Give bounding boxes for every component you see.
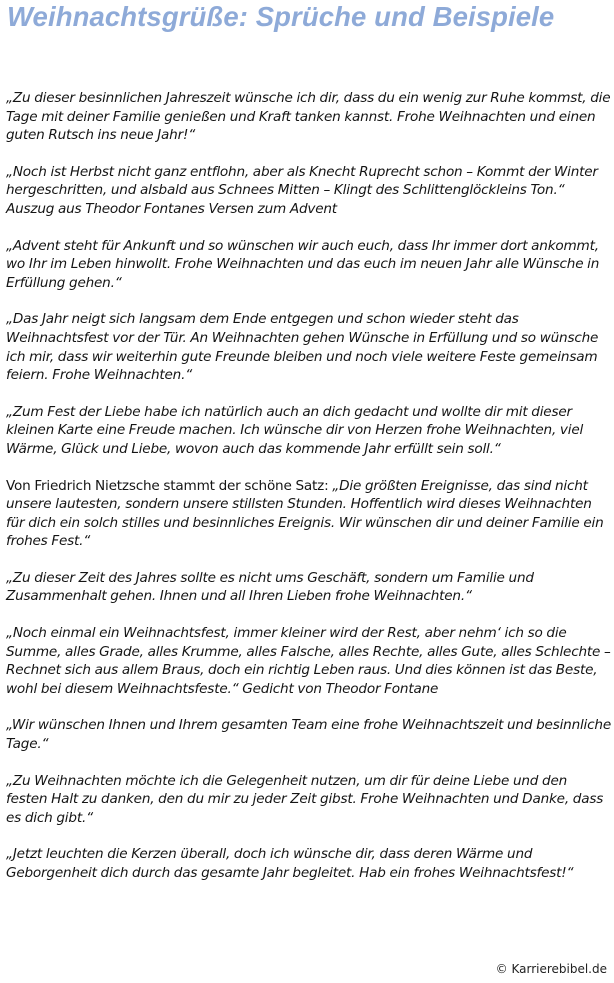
quote-item (6, 569, 611, 606)
quote-item (6, 845, 611, 882)
quote-item (6, 624, 611, 698)
quote-item (6, 477, 611, 551)
quote-item (6, 403, 611, 459)
page-title: Weihnachtsgrüße: Sprüche und Beispiele (7, 1, 555, 32)
quote-item (6, 310, 611, 384)
quote-intro: Von Friedrich Nietzsche stammt der schöne Satz: (6, 477, 329, 494)
quote-source-note: Auszug aus Theodor Fontanes Versen zum Advent (6, 200, 337, 217)
quote-source-note: Gedicht von Theodor Fontane (242, 680, 439, 697)
quote-list (6, 89, 611, 901)
quote-item (6, 716, 611, 753)
quote-text: „Das Jahr neigt sich langsam dem Ende entgegen und schon wieder steht das Weihnachtsfest vor der Tür. An Weihnachten gehen Wünsche in Erfüllung und so wünsche ich mir, dass wir weiterhin gute Freunde bleiben und noch viele weitere Feste gemeinsam feiern. Frohe Weihnachten.“ (6, 311, 599, 384)
quote-text: „Zu dieser besinnlichen Jahreszeit wünsche ich dir, dass du ein wenig zur Ruhe kommst, die Tage mit deiner Familie genießen und Kraft tanken kannst. Frohe Weihnachten und einen guten Rutsch ins neue Jahr!“ (6, 90, 611, 144)
quote-text: „Advent steht für Ankunft und so wünschen wir auch euch, dass Ihr immer dort ankommt, wo Ihr im Leben hinwollt. Frohe Weihnachten und das euch im neuen Jahr alle Wünsche in Erfüllung gehen.“ (6, 237, 600, 291)
quote-item (6, 237, 611, 293)
quote-text: „Zum Fest der Liebe habe ich natürlich auch an dich gedacht und wollte dir mit dieser kleinen Karte eine Freude machen. Ich wünsche dir von Herzen frohe Weihnachten, viel Wärme, Glück und Liebe, wovon auch das kommende Jahr erfüllt sein soll.“ (6, 403, 584, 457)
quote-text: „Jetzt leuchten die Kerzen überall, doch ich wünsche dir, dass deren Wärme und Geborgenheit dich durch das gesamte Jahr begleitet. Hab ein frohes Weihnachtsfest!“ (6, 846, 574, 881)
quote-item (6, 163, 611, 219)
quote-item (6, 89, 611, 145)
quote-text: „Die größten Ereignisse, das sind nicht unsere lautesten, sondern unsere stillsten Stunden. Hoffentlich wird dieses Weihnachten für dich ein solch stilles und besinnliches Ereignis. Wir wünschen dir und deiner Familie ein frohes Fest.“ (6, 477, 604, 550)
quote-text: „Zu Weihnachten möchte ich die Gelegenheit nutzen, um dir für deine Liebe und den festen Halt zu danken, den du mir zu jeder Zeit gibst. Frohe Weihnachten und Danke, dass es dich gibt.“ (6, 772, 604, 826)
quote-text: „Noch einmal ein Weihnachtsfest, immer kleiner wird der Rest, aber nehm‘ ich so die Summe, alles Grade, alles Krumme, alles Falsche, alles Rechte, alles Gute, alles Schlechte – Rechnet sich aus allem Braus, doch ein richtig Leben raus. Und dies können ist das Beste, wohl bei diesem Weihnachtsfeste.“ (6, 625, 611, 697)
quote-item (6, 772, 611, 828)
quote-text: „Noch ist Herbst nicht ganz entflohn, aber als Knecht Ruprecht schon – Kommt der Winter hergeschritten, und alsbald aus Schnees Mitten – Klingt des Schlittenglöckleins Ton.“ (6, 163, 598, 199)
quote-text: „Zu dieser Zeit des Jahres sollte es nicht ums Geschäft, sondern um Familie und Zusammenhalt gehen. Ihnen und all Ihren Lieben frohe Weihnachten.“ (6, 569, 534, 605)
quote-text: „Wir wünschen Ihnen und Ihrem gesamten Team eine frohe Weihnachtszeit und besinnliche Tage.“ (6, 717, 611, 753)
copyright-notice: © Karrierebibel.de (495, 962, 607, 976)
